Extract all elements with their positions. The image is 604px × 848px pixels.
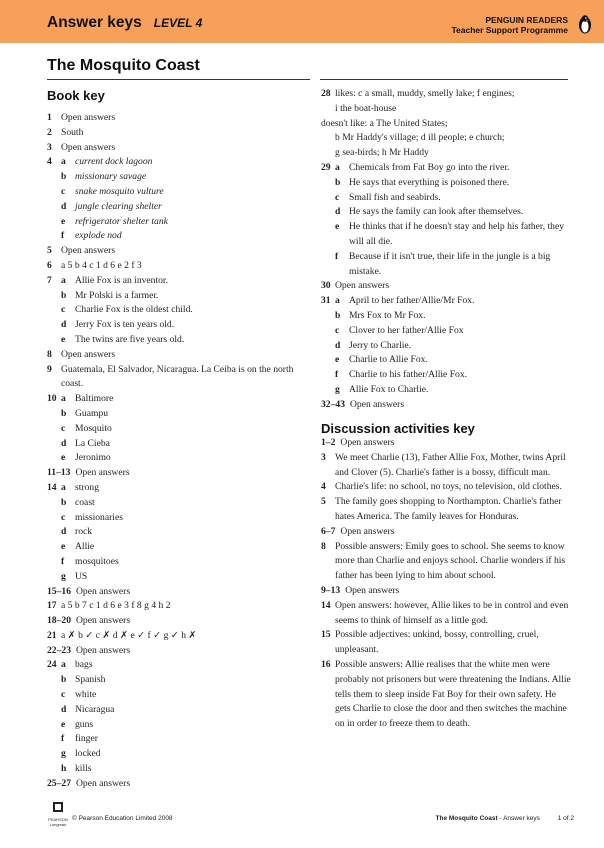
- answer-letter: b: [61, 289, 67, 301]
- answer-item: [321, 436, 571, 451]
- answer-sublist: [61, 392, 305, 466]
- answer-letter: e: [61, 718, 66, 730]
- answer-letter: e: [61, 541, 66, 553]
- answer-text: locked: [75, 748, 101, 760]
- answer-item: [47, 614, 305, 629]
- answer-item: [321, 480, 571, 495]
- answer-subitem: [321, 324, 571, 339]
- answer-text: refrigerator shelter tank: [75, 215, 168, 227]
- answer-number: 14: [321, 599, 331, 611]
- answer-letter: h: [61, 763, 67, 775]
- answer-subitem: [61, 658, 305, 673]
- page-title: The Mosquito Coast: [47, 57, 200, 74]
- answer-text: Jeronimo: [75, 452, 111, 464]
- answer-item: [47, 777, 305, 792]
- answer-item: [47, 629, 305, 644]
- answer-text: Mrs Fox to Mr Fox.: [349, 309, 426, 321]
- answer-subitem: [321, 191, 571, 206]
- answer-subitem: [47, 451, 305, 466]
- answer-item: [321, 628, 571, 658]
- answer-subitem: [47, 170, 305, 185]
- footer-page-number: 1 of 2: [557, 815, 574, 822]
- answer-text: a ✗ b ✓ c ✗ d ✗ e ✓ f ✓ g ✓ h ✗: [61, 629, 197, 641]
- answer-text: Chemicals from Fat Boy go into the river.: [349, 161, 510, 173]
- answer-letter: b: [61, 171, 67, 183]
- answer-number: 28: [321, 88, 331, 99]
- answer-item: [321, 584, 571, 599]
- answer-letter: e: [335, 354, 340, 366]
- answer-letter: a: [61, 156, 66, 168]
- answer-text: Clover to her father/Allie Fox: [349, 324, 464, 336]
- answer-number: 9: [47, 363, 52, 375]
- answer-number: 1: [47, 112, 52, 123]
- book-key-right-column: [321, 87, 571, 413]
- answer-text: Charlie Fox is the oldest child.: [75, 304, 193, 316]
- answer-item: [47, 466, 305, 481]
- answer-subitem: [47, 422, 305, 437]
- answer-number: 17: [47, 600, 57, 612]
- answer-text: Possible answers: Emily goes to school. She seems to know more than Charlie and enjoys school. Charlie wonders if his father has been lying to him about school.: [335, 540, 566, 582]
- answer-number: 8: [321, 540, 326, 552]
- answer-subitem: [47, 703, 305, 718]
- answer-subitem: [47, 555, 305, 570]
- answer-text: mosquitoes: [75, 555, 119, 567]
- header-level: LEVEL 4: [153, 16, 203, 30]
- answer-subitem: [321, 368, 571, 383]
- answer-subitem: [47, 318, 305, 333]
- answer-letter: a: [335, 161, 340, 173]
- footer-section: - Answer keys: [499, 815, 540, 822]
- answer-text: Guatemala, El Salvador, Nicaragua. La Ceiba is on the north coast.: [61, 363, 294, 390]
- answer-subitem: [47, 289, 305, 304]
- answer-subitem: [47, 747, 305, 762]
- answer-28-line2: i the boat-house: [335, 102, 397, 114]
- answer-sublist: [335, 161, 571, 279]
- answer-item: [47, 644, 305, 659]
- answer-letter: c: [61, 689, 66, 701]
- answer-sublist: [61, 274, 305, 348]
- answer-text: Open answers: [61, 348, 116, 360]
- answer-item: [321, 540, 571, 584]
- answer-letter: c: [335, 324, 340, 336]
- answer-text: Jerry Fox is ten years old.: [75, 319, 175, 331]
- footer-page-info: [436, 815, 574, 822]
- answer-item: [47, 126, 305, 141]
- publisher-line1: PENGUIN READERS: [485, 15, 568, 25]
- answer-text: coast: [75, 496, 95, 508]
- answer-item: [321, 294, 571, 398]
- answer-text: Open answers: [61, 141, 116, 153]
- answer-item: [321, 451, 571, 481]
- answer-subitem: [321, 383, 571, 398]
- answer-number: 5: [321, 496, 326, 508]
- answer-text: Open answers: [61, 245, 116, 257]
- answer-subitem: [47, 762, 305, 777]
- answer-letter: e: [61, 215, 66, 227]
- header-bar: [0, 0, 604, 43]
- book-key-right-rest: [321, 161, 571, 413]
- discussion-heading: Discussion activities key: [321, 421, 475, 436]
- answer-text: He says that everything is poisoned there.: [349, 176, 510, 188]
- answer-letter: f: [61, 733, 65, 745]
- answer-text: Open answers: [75, 644, 131, 656]
- answer-letter: a: [335, 295, 340, 307]
- answer-item: [47, 111, 305, 126]
- book-key-heading: Book key: [47, 88, 105, 103]
- answer-text: Open answers: [340, 437, 395, 448]
- answer-letter: a: [61, 393, 66, 405]
- answer-subitem: [47, 496, 305, 511]
- answer-text: Open answers: [75, 467, 130, 479]
- answer-text: He says the family can look after themselves.: [349, 206, 524, 218]
- answer-subitem: [47, 688, 305, 703]
- answer-number: 16: [321, 658, 331, 670]
- book-key-left-column: [47, 111, 305, 792]
- answer-subitem: [47, 303, 305, 318]
- penguin-logo-icon: [578, 14, 592, 34]
- answer-letter: b: [61, 674, 67, 686]
- answer-number: 5: [47, 245, 52, 257]
- answer-text: Open answers: [349, 398, 405, 410]
- answer-letter: e: [61, 452, 66, 464]
- answer-subitem: [47, 718, 305, 733]
- answer-letter: d: [335, 206, 341, 218]
- answer-text: South: [61, 126, 84, 138]
- answer-number: 30: [321, 280, 331, 292]
- answer-text: Small fish and seabirds.: [349, 191, 441, 203]
- header-title: [47, 14, 202, 32]
- answer-subitem: [321, 205, 571, 220]
- answer-number: 15: [321, 629, 331, 641]
- answer-number: 2: [47, 126, 52, 138]
- answer-text: The twins are five years old.: [75, 333, 185, 345]
- answer-number: 6: [47, 259, 52, 271]
- answer-text: a 5 b 7 c 1 d 6 e 3 f 8 g 4 h 2: [61, 600, 171, 612]
- answer-text: Open answers: [61, 112, 116, 123]
- answer-text: kills: [75, 763, 92, 775]
- answer-text: strong: [75, 481, 99, 493]
- discussion-column: [321, 436, 571, 732]
- answer-letter: g: [61, 570, 66, 582]
- answer-28-line3: doesn't like: a The United States;: [321, 117, 448, 129]
- answer-text: current dock lagoon: [75, 156, 153, 168]
- answer-subitem: [47, 525, 305, 540]
- answer-text: We meet Charlie (13), Father Allie Fox, Mother, twins April and Clover (5). Charlie's father is a bossy, difficult man.: [335, 451, 566, 478]
- answer-letter: f: [61, 555, 65, 567]
- answer-item: [321, 525, 571, 540]
- answer-number: 10: [47, 393, 57, 405]
- answer-text: April to her father/Allie/Mr Fox.: [349, 295, 475, 307]
- answer-text: He thinks that if he doesn't stay and help his father, they will all die.: [349, 221, 565, 247]
- answer-text: Because if it isn't true, their life in the jungle is a big mistake.: [349, 250, 551, 277]
- answer-28-line4: b Mr Haddy's village; d ill people; e church;: [335, 132, 505, 144]
- answer-subitem: [321, 250, 571, 280]
- pearson-longman-logo: [47, 802, 69, 830]
- answer-item: [321, 658, 571, 732]
- publisher-line2: Teacher Support Programme: [451, 25, 568, 35]
- answer-letter: d: [335, 339, 341, 351]
- answer-item: [321, 161, 571, 279]
- title-rule-right: [320, 79, 568, 80]
- answer-subitem: [321, 220, 571, 250]
- answer-subitem: [321, 176, 571, 191]
- answer-number: 8: [47, 348, 52, 360]
- answer-subitem: [47, 732, 305, 747]
- answer-number: 18–20: [47, 615, 71, 627]
- answer-number: 3: [47, 141, 52, 153]
- answer-number: 22–23: [47, 644, 71, 656]
- answer-letter: b: [335, 176, 341, 188]
- answer-text: Charlie to his father/Allie Fox.: [349, 369, 468, 381]
- answer-28-line5: g sea-birds; h Mr Haddy: [335, 147, 429, 159]
- answer-letter: d: [61, 319, 67, 331]
- answer-number: 14: [47, 481, 57, 493]
- answer-subitem: [61, 481, 305, 496]
- answer-subitem: [47, 333, 305, 348]
- answer-text: Charlie's life: no school, no toys, no television, old clothes.: [335, 481, 562, 493]
- answer-text: Allie Fox to Charlie.: [349, 383, 429, 395]
- answer-subitem: [47, 200, 305, 215]
- answer-subitem: [335, 161, 571, 176]
- answer-text: Possible answers: Allie realises that the white men were probably not prisoners but were threatening the Indians. Allie tells them to sleep inside Fat Boy for their own safety. He gets Charlie to close the door and then switches the machine on in order to freeze them to death.: [335, 658, 571, 730]
- publisher-block: [451, 15, 568, 35]
- answer-text: Open answers: [75, 777, 131, 789]
- copyright: © Pearson Education Limited 2008: [72, 815, 173, 822]
- answer-sublist: [61, 155, 305, 244]
- book-logo-icon: [47, 802, 69, 816]
- answer-number: 4: [47, 156, 52, 168]
- answer-number: 11–13: [47, 467, 71, 479]
- answer-text: Allie: [75, 541, 95, 553]
- answer-subitem: [47, 437, 305, 452]
- answer-letter: a: [61, 659, 66, 671]
- answer-text: La Cieba: [75, 437, 110, 449]
- answer-number: 32–43: [321, 398, 345, 410]
- answer-subitem: [335, 294, 571, 309]
- answer-letter: d: [61, 200, 67, 212]
- answer-item: [47, 585, 305, 600]
- answer-item: [47, 348, 305, 363]
- answer-text: rock: [75, 526, 93, 538]
- answer-subitem: [47, 540, 305, 555]
- answer-text: Open answers: [75, 615, 131, 627]
- answer-subitem: [47, 673, 305, 688]
- answer-text: missionaries: [75, 511, 123, 523]
- answer-subitem: [61, 392, 305, 407]
- answer-text: white: [75, 689, 97, 701]
- answer-28: [321, 87, 571, 161]
- answer-text: Baltimore: [75, 393, 114, 405]
- answer-item: [47, 155, 305, 244]
- answer-letter: g: [61, 748, 66, 760]
- answer-subitem: [47, 407, 305, 422]
- answer-number: 24: [47, 659, 57, 671]
- answer-number: 15–16: [47, 585, 71, 597]
- answer-letter: f: [335, 369, 339, 381]
- answer-letter: f: [335, 250, 339, 262]
- answer-letter: d: [61, 437, 67, 449]
- answer-sublist: [61, 481, 305, 585]
- answer-subitem: [47, 185, 305, 200]
- logo-text-top: PEARSON: [48, 817, 68, 822]
- header-title-text: Answer keys: [47, 14, 142, 31]
- answer-item: [47, 392, 305, 466]
- answer-subitem: [61, 274, 305, 289]
- answer-item: [47, 244, 305, 259]
- answer-item: [321, 495, 571, 525]
- answer-letter: a: [61, 274, 66, 286]
- answer-letter: c: [61, 304, 66, 316]
- answer-sublist: [335, 294, 571, 398]
- answer-text: Open answers: [335, 280, 390, 292]
- answer-letter: b: [335, 309, 341, 321]
- answer-letter: d: [61, 526, 67, 538]
- answer-letter: b: [61, 407, 67, 419]
- answer-letter: d: [61, 703, 67, 715]
- answer-letter: c: [335, 191, 340, 203]
- answer-text: Open answers: [340, 525, 395, 537]
- answer-number: 3: [321, 451, 326, 463]
- answer-number: 29: [321, 161, 331, 173]
- answer-subitem: [47, 215, 305, 230]
- answer-text: Spanish: [75, 674, 106, 686]
- answer-sublist: [61, 658, 305, 776]
- answer-number: 9–13: [321, 584, 341, 596]
- answer-subitem: [47, 229, 305, 244]
- answer-item: [321, 279, 571, 294]
- answer-number: 1–2: [321, 437, 336, 448]
- answer-text: guns: [75, 718, 94, 730]
- answer-number: 21: [47, 629, 57, 641]
- answer-text: finger: [75, 733, 98, 745]
- answer-text: Open answers: [345, 584, 400, 596]
- answer-item: [47, 658, 305, 776]
- title-rule-left: [47, 79, 310, 80]
- answer-letter: g: [335, 383, 340, 395]
- answer-text: Mr Polski is a farmer.: [75, 289, 159, 301]
- answer-letter: b: [61, 496, 67, 508]
- answer-letter: c: [61, 185, 66, 197]
- answer-text: Nicaragua: [75, 703, 115, 715]
- answer-text: missionary savage: [75, 171, 147, 183]
- answer-number: 25–27: [47, 777, 71, 789]
- answer-text: Open answers: [75, 585, 131, 597]
- answer-subitem: [321, 339, 571, 354]
- answer-number: 7: [47, 274, 52, 286]
- answer-text: Mosquito: [75, 422, 112, 434]
- answer-item: [321, 398, 571, 413]
- answer-number: 4: [321, 481, 326, 493]
- answer-item: [47, 259, 305, 274]
- answer-letter: a: [61, 481, 66, 493]
- answer-item: [321, 599, 571, 629]
- answer-item: [47, 481, 305, 585]
- answer-28-line1: likes: c a small, muddy, smelly lake; f engines;: [335, 88, 515, 99]
- answer-letter: f: [61, 230, 65, 242]
- answer-item: [47, 599, 305, 614]
- answer-text: Allie Fox is an inventor.: [75, 274, 168, 286]
- answer-text: Guampu: [75, 407, 109, 419]
- answer-item: [47, 363, 305, 393]
- answer-text: jungle clearing shelter: [75, 200, 162, 212]
- answer-text: explode nod: [75, 230, 122, 242]
- answer-number: 6–7: [321, 525, 336, 537]
- footer-book-title: The Mosquito Coast: [435, 815, 498, 822]
- logo-text-bottom: Longman: [49, 822, 67, 827]
- answer-text: bags: [75, 659, 93, 671]
- answer-text: Open answers: however, Allie likes to be in control and even seems to think of himself as a little god.: [335, 599, 569, 626]
- answer-text: snake mosquito vulture: [75, 185, 164, 197]
- answer-subitem: [321, 353, 571, 368]
- answer-letter: e: [61, 333, 66, 345]
- answer-letter: c: [61, 511, 66, 523]
- answer-text: US: [75, 570, 88, 582]
- answer-letter: c: [61, 422, 66, 434]
- answer-text: a 5 b 4 c 1 d 6 e 2 f 3: [61, 259, 142, 271]
- answer-number: 31: [321, 295, 331, 307]
- answer-text: The family goes shopping to Northampton. Charlie's father hates America. The family leaves for Honduras.: [335, 496, 562, 522]
- answer-text: Possible adjectives: unkind, bossy, controlling, cruel, unpleasant.: [335, 629, 539, 656]
- answer-subitem: [47, 570, 305, 585]
- answer-subitem: [61, 155, 305, 170]
- answer-text: Charlie to Allie Fox.: [349, 354, 428, 366]
- answer-letter: e: [335, 221, 340, 233]
- answer-item: [47, 274, 305, 348]
- answer-text: Jerry to Charlie.: [349, 339, 412, 351]
- answer-subitem: [47, 511, 305, 526]
- answer-subitem: [321, 309, 571, 324]
- answer-item: [47, 141, 305, 156]
